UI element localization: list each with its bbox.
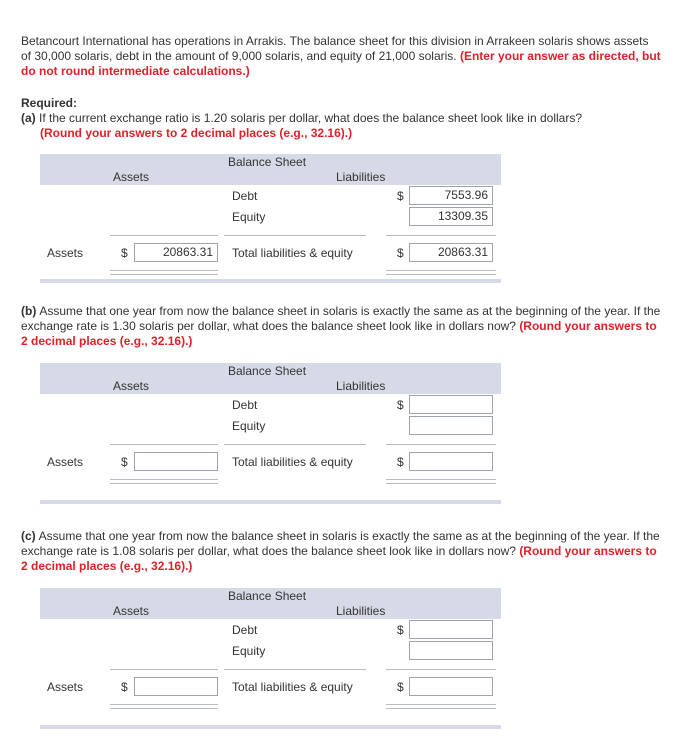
- total-double-rule: [386, 483, 496, 484]
- currency-symbol: $: [397, 680, 404, 694]
- liabilities-rule: [224, 235, 366, 236]
- liabilities-rule: [224, 444, 366, 445]
- assets-input[interactable]: 20863.31: [134, 243, 218, 262]
- currency-symbol: $: [397, 398, 404, 412]
- assets-double-rule: [110, 708, 218, 709]
- currency-symbol: $: [121, 246, 128, 260]
- assets-label: Assets: [47, 680, 84, 694]
- assets-column-header: Assets: [113, 170, 150, 184]
- equity-input[interactable]: 13309.35: [409, 207, 493, 226]
- assets-double-rule: [110, 704, 218, 705]
- intro-text: Betancourt International has operations in Arrakis. The balance sheet for this division in Arrakeen solaris shows assets of 30,000 solaris, debt in the amount of 9,000 solaris, and equity of 21,000 solaris.: [21, 34, 649, 63]
- balance-sheet-footer: [40, 725, 501, 729]
- assets-rule: [110, 444, 218, 445]
- part-c-label: (c): [21, 529, 36, 543]
- part-a-rounding: (Round your answers to 2 decimal places (e.g., 32.16).): [40, 126, 353, 140]
- part-b-label: (b): [21, 304, 37, 318]
- balance-sheet-header: [40, 363, 501, 394]
- assets-label: Assets: [47, 455, 84, 469]
- equity-label: Equity: [232, 419, 266, 433]
- part-a-text: If the current exchange ratio is 1.20 solaris per dollar, what does the balance sheet look like in dollars?: [39, 111, 582, 125]
- total-rule: [386, 444, 496, 445]
- total-double-rule: [386, 704, 496, 705]
- part-b-text: Assume that one year from now the balance sheet in solaris is exactly the same as at the beginning of the year. If the exchange rate is 1.30 solaris per dollar, what does the balance sheet look like in dollars now?: [21, 304, 661, 333]
- total-double-rule: [386, 708, 496, 709]
- currency-symbol: $: [397, 623, 404, 637]
- total-liabilities-equity-input[interactable]: [409, 452, 493, 471]
- total-liabilities-equity-label: Total liabilities & equity: [232, 455, 353, 469]
- equity-input[interactable]: [409, 641, 493, 660]
- assets-double-rule: [110, 274, 218, 275]
- currency-symbol: $: [121, 680, 128, 694]
- part-a-question: [21, 111, 661, 126]
- balance-sheet-title: Balance Sheet: [228, 364, 307, 378]
- total-rule: [386, 669, 496, 670]
- liabilities-column-header: Liabilities: [336, 604, 386, 618]
- required-section: [21, 96, 661, 141]
- assets-rule: [110, 235, 218, 236]
- total-liabilities-equity-label: Total liabilities & equity: [232, 246, 353, 260]
- assets-double-rule: [110, 479, 218, 480]
- currency-symbol: $: [397, 455, 404, 469]
- equity-label: Equity: [232, 210, 266, 224]
- part-a-label: (a): [21, 111, 36, 125]
- assets-input[interactable]: [134, 677, 218, 696]
- balance-sheet-header: [40, 154, 501, 185]
- balance-sheet-footer: [40, 279, 501, 283]
- balance-sheet-title: Balance Sheet: [228, 155, 307, 169]
- total-double-rule: [386, 274, 496, 275]
- problem-intro: [21, 34, 661, 79]
- balance-sheet-footer: [40, 500, 501, 504]
- part-c-question: [21, 529, 661, 574]
- required-label: Required:: [21, 96, 78, 110]
- currency-symbol: $: [121, 455, 128, 469]
- liabilities-rule: [224, 669, 366, 670]
- currency-symbol: $: [397, 246, 404, 260]
- equity-input[interactable]: [409, 416, 493, 435]
- debt-input[interactable]: [409, 395, 493, 414]
- part-c-text: Assume that one year from now the balance sheet in solaris is exactly the same as at the beginning of the year. If the exchange rate is 1.08 solaris per dollar, what does the balance sheet look like in dollars now?: [21, 529, 660, 558]
- total-liabilities-equity-label: Total liabilities & equity: [232, 680, 353, 694]
- total-rule: [386, 235, 496, 236]
- assets-label: Assets: [47, 246, 84, 260]
- assets-column-header: Assets: [113, 604, 150, 618]
- balance-sheet-title: Balance Sheet: [228, 589, 307, 603]
- debt-label: Debt: [232, 189, 258, 203]
- debt-label: Debt: [232, 623, 258, 637]
- total-double-rule: [386, 479, 496, 480]
- assets-rule: [110, 669, 218, 670]
- part-b-rounding: (Round your answers to 2 decimal places (e.g., 32.16).): [21, 319, 657, 348]
- liabilities-column-header: Liabilities: [336, 379, 386, 393]
- balance-sheet-header: [40, 588, 501, 619]
- assets-double-rule: [110, 483, 218, 484]
- debt-label: Debt: [232, 398, 258, 412]
- part-b-question: [21, 304, 661, 349]
- assets-double-rule: [110, 270, 218, 271]
- liabilities-column-header: Liabilities: [336, 170, 386, 184]
- assets-input[interactable]: [134, 452, 218, 471]
- total-double-rule: [386, 270, 496, 271]
- equity-label: Equity: [232, 644, 266, 658]
- part-c-rounding: (Round your answers to 2 decimal places (e.g., 32.16).): [21, 544, 657, 573]
- total-liabilities-equity-input[interactable]: [409, 677, 493, 696]
- intro-instruction: (Enter your answer as directed, but do not round intermediate calculations.): [21, 49, 661, 78]
- currency-symbol: $: [397, 189, 404, 203]
- total-liabilities-equity-input[interactable]: 20863.31: [409, 243, 493, 262]
- debt-input[interactable]: 7553.96: [409, 186, 493, 205]
- assets-column-header: Assets: [113, 379, 150, 393]
- debt-input[interactable]: [409, 620, 493, 639]
